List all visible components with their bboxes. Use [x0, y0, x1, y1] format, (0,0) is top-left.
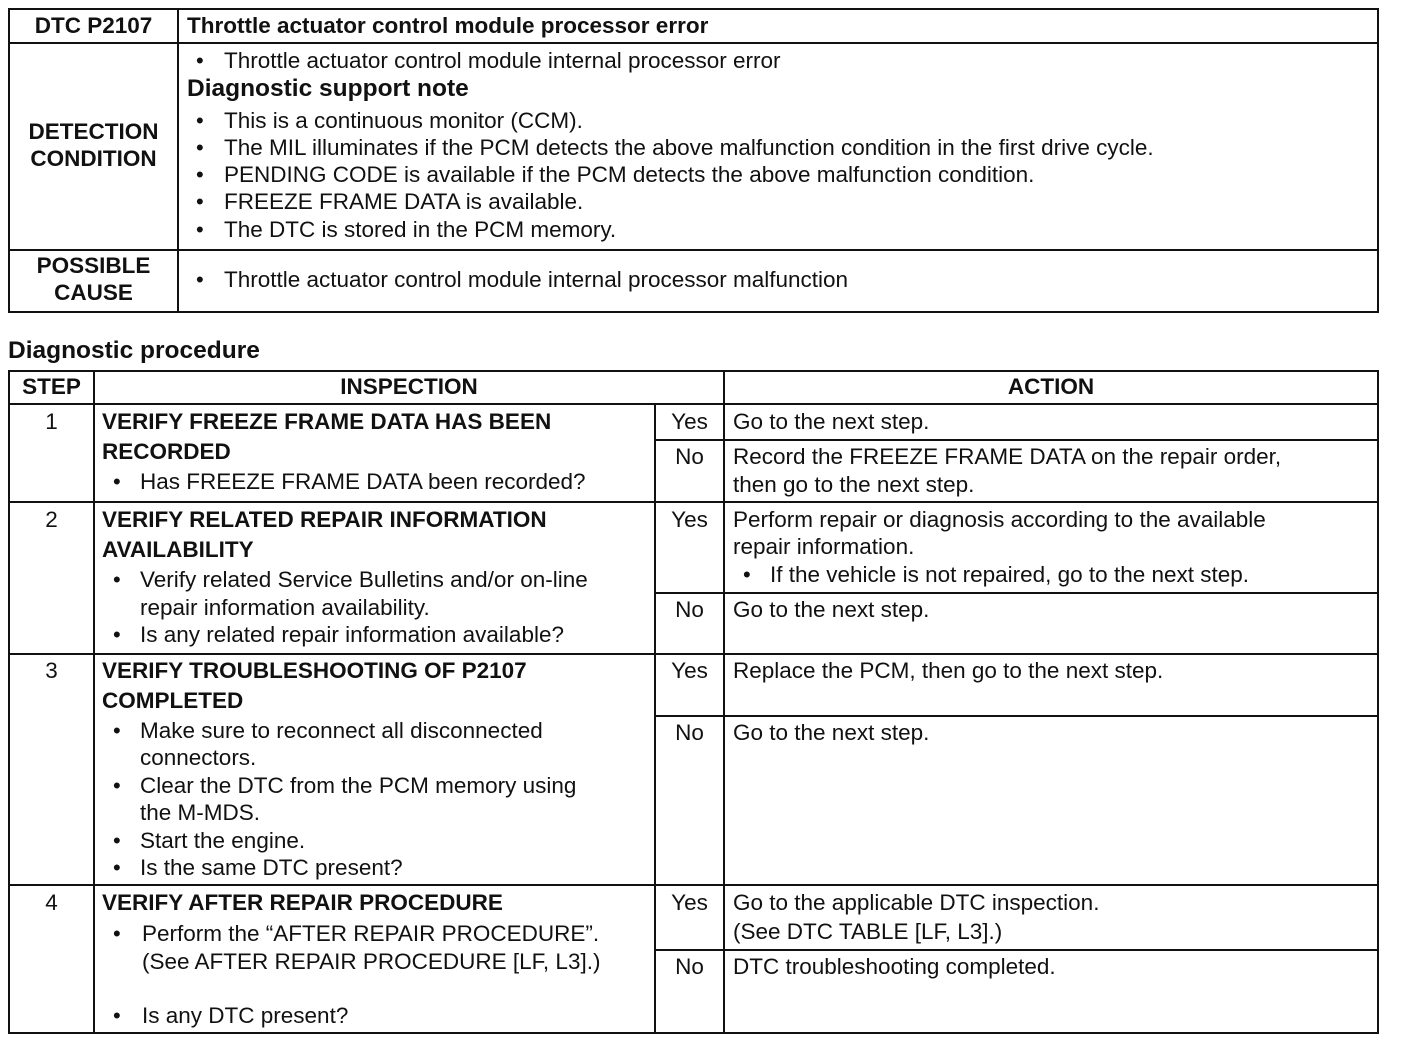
bullet-icon: •: [113, 773, 121, 798]
support-note-item: The MIL illuminates if the PCM detects the above malfunction condition in the first drive cycle.: [224, 135, 1154, 160]
support-note-heading: Diagnostic support note: [187, 75, 469, 102]
step-number: 1: [45, 409, 58, 434]
col-step-header: STEP: [22, 374, 81, 399]
possible-label-line2: CAUSE: [54, 280, 133, 305]
step-bullet: Make sure to reconnect all disconnected: [140, 718, 543, 743]
step-bullet: Start the engine.: [140, 828, 306, 853]
bullet-icon: •: [113, 828, 121, 853]
no-action: then go to the next step.: [733, 472, 975, 497]
yes-label: Yes: [671, 890, 708, 915]
step-title: VERIFY FREEZE FRAME DATA HAS BEEN: [102, 409, 552, 434]
bullet-icon: •: [196, 108, 204, 133]
step-title: AVAILABILITY: [102, 537, 254, 562]
no-action: Go to the next step.: [733, 720, 930, 745]
step-title: VERIFY RELATED REPAIR INFORMATION: [102, 507, 547, 532]
bullet-icon: •: [743, 562, 751, 587]
step-number: 4: [45, 890, 58, 915]
support-note-item: FREEZE FRAME DATA is available.: [224, 189, 584, 214]
support-note-item: The DTC is stored in the PCM memory.: [224, 217, 617, 242]
yes-label: Yes: [671, 409, 708, 434]
yes-action: Go to the next step.: [733, 409, 930, 434]
bullet-icon: •: [196, 48, 204, 73]
yes-action: Replace the PCM, then go to the next step.: [733, 658, 1164, 683]
detection-label-line1: DETECTION: [28, 119, 159, 144]
no-label: No: [675, 954, 704, 979]
yes-action: (See DTC TABLE [LF, L3].): [733, 919, 1003, 944]
possible-label-line1: POSSIBLE: [36, 253, 151, 278]
bullet-icon: •: [113, 1003, 121, 1028]
step-bullet: Is the same DTC present?: [140, 855, 403, 880]
possible-cause: Throttle actuator control module internal processor malfunction: [224, 267, 849, 292]
support-note-item: PENDING CODE is available if the PCM detects the above malfunction condition.: [224, 162, 1035, 187]
step-number: 3: [45, 658, 58, 683]
yes-action: repair information.: [733, 534, 915, 559]
bullet-icon: •: [196, 162, 204, 187]
bullet-icon: •: [196, 217, 204, 242]
step-title: VERIFY AFTER REPAIR PROCEDURE: [102, 890, 503, 915]
support-note-item: This is a continuous monitor (CCM).: [224, 108, 583, 133]
bullet-icon: •: [196, 267, 204, 292]
bullet-icon: •: [113, 921, 121, 946]
step-title: VERIFY TROUBLESHOOTING OF P2107: [102, 658, 527, 683]
detection-first-bullet: Throttle actuator control module internal processor error: [224, 48, 781, 73]
bullet-icon: •: [196, 135, 204, 160]
no-action: Record the FREEZE FRAME DATA on the repair order,: [733, 444, 1282, 469]
step-title: COMPLETED: [102, 688, 244, 713]
step-bullet: Verify related Service Bulletins and/or on-line: [140, 567, 588, 592]
col-action-header: ACTION: [1007, 374, 1095, 399]
step-bullet: Clear the DTC from the PCM memory using: [140, 773, 577, 798]
dtc-code-label: DTC P2107: [34, 13, 153, 38]
dtc-title: Throttle actuator control module processor error: [187, 13, 709, 38]
col-inspection-header: INSPECTION: [340, 374, 478, 399]
bullet-icon: •: [113, 718, 121, 743]
yes-action: Go to the applicable DTC inspection.: [733, 890, 1100, 915]
step-bullet: Is any related repair information available?: [140, 622, 564, 647]
no-label: No: [675, 444, 704, 469]
yes-label: Yes: [671, 658, 708, 683]
step-bullet: Is any DTC present?: [142, 1003, 349, 1028]
yes-label: Yes: [671, 507, 708, 532]
step-bullet-cont: (See AFTER REPAIR PROCEDURE [LF, L3].): [142, 949, 601, 974]
step-title: RECORDED: [102, 439, 231, 464]
step-bullet-cont: repair information availability.: [140, 595, 430, 620]
step-number: 2: [45, 507, 58, 532]
yes-action: Perform repair or diagnosis according to the available: [733, 507, 1266, 532]
bullet-icon: •: [113, 469, 121, 494]
bullet-icon: •: [113, 567, 121, 592]
no-action: DTC troubleshooting completed.: [733, 954, 1056, 979]
bullet-icon: •: [113, 855, 121, 880]
step-bullet: Has FREEZE FRAME DATA been recorded?: [140, 469, 586, 494]
step-bullet-cont: the M-MDS.: [140, 800, 261, 825]
no-label: No: [675, 720, 704, 745]
step-bullet: Perform the “AFTER REPAIR PROCEDURE”.: [142, 921, 600, 946]
step-bullet-cont: connectors.: [140, 745, 257, 770]
detection-label-line2: CONDITION: [30, 146, 157, 171]
no-action: Go to the next step.: [733, 597, 930, 622]
yes-action-bullet: If the vehicle is not repaired, go to the next step.: [770, 562, 1250, 587]
bullet-icon: •: [196, 189, 204, 214]
no-label: No: [675, 597, 704, 622]
bullet-icon: •: [113, 622, 121, 647]
procedure-heading: Diagnostic procedure: [8, 337, 260, 364]
